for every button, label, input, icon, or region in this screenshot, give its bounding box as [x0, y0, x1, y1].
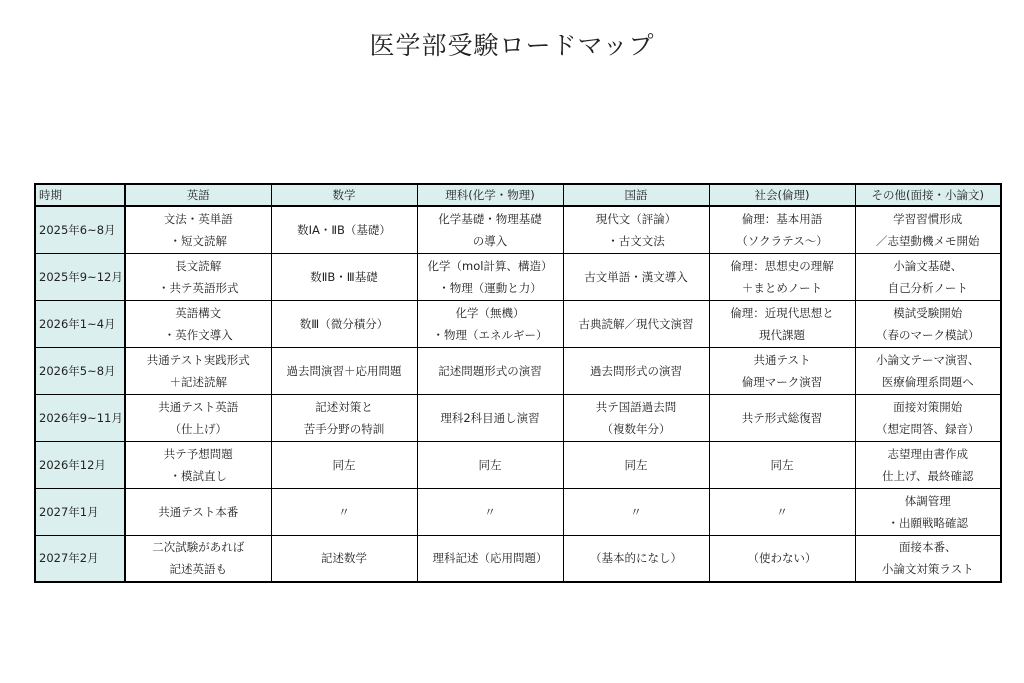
table-cell	[855, 253, 1001, 300]
cell-line: 倫理：基本用語	[741, 211, 823, 226]
cell-line: 小論文対策ラスト	[881, 562, 974, 577]
table-cell	[271, 300, 417, 347]
table-cell	[563, 300, 709, 347]
page-title: 医学部受験ロードマップ	[369, 31, 655, 60]
roadmap-table	[34, 183, 1002, 583]
cell-line: ・英作文導入	[163, 327, 233, 342]
table-row	[35, 300, 1001, 347]
cell-line: 化学（mol計算、構造）	[427, 258, 553, 273]
cell-line: ＋記述読解	[169, 374, 227, 389]
table-cell	[417, 253, 563, 300]
cell-line: 〃	[338, 504, 350, 519]
table-row	[35, 441, 1001, 488]
period-cell: 2026年12月	[35, 441, 125, 488]
cell-line: 理科2科目通し演習	[440, 410, 540, 425]
table-cell	[709, 253, 855, 300]
cell-line: ・共テ英語形式	[158, 280, 239, 295]
table-cell	[417, 394, 563, 441]
table-cell	[417, 300, 563, 347]
cell-line: ・模試直し	[169, 468, 227, 483]
table-cell	[709, 394, 855, 441]
cell-line: 苦手分野の特訓	[303, 421, 385, 436]
cell-line: ・物理（エネルギー）	[432, 327, 548, 342]
cell-line: 〃	[776, 504, 788, 519]
cell-line: 〃	[630, 504, 642, 519]
cell-line: 倫理マーク演習	[741, 374, 823, 389]
table-cell	[417, 535, 563, 582]
cell-line: ・短文読解	[169, 233, 227, 248]
cell-line: 英語構文	[175, 305, 222, 320]
cell-line: 現代文（評論）	[595, 211, 677, 226]
period-cell: 2026年5~8月	[35, 347, 125, 394]
table-cell	[709, 206, 855, 253]
table-cell	[563, 253, 709, 300]
table-row	[35, 253, 1001, 300]
table-cell	[563, 488, 709, 535]
cell-line: ・出願戦略確認	[887, 515, 968, 530]
table-cell	[271, 441, 417, 488]
table-cell	[563, 441, 709, 488]
cell-line: 化学基礎・物理基礎	[438, 211, 542, 226]
period-cell: 2027年1月	[35, 488, 125, 535]
cell-line: 小論文基礎、	[893, 258, 963, 273]
table-cell	[709, 535, 855, 582]
column-header: 英語	[125, 184, 271, 206]
cell-line: の導入	[472, 233, 508, 248]
cell-line: 古典読解／現代文演習	[578, 316, 694, 331]
cell-line: （使わない）	[747, 551, 817, 566]
cell-line: 記述問題形式の演習	[438, 363, 542, 378]
cell-line: 同左	[332, 457, 356, 472]
table-row	[35, 488, 1001, 535]
cell-line: 記述対策と	[315, 399, 373, 414]
table-cell	[125, 488, 271, 535]
table-cell	[709, 441, 855, 488]
table-cell	[271, 394, 417, 441]
period-cell: 2026年1~4月	[35, 300, 125, 347]
table-cell	[271, 253, 417, 300]
cell-line: 記述英語も	[169, 562, 227, 577]
table-cell	[417, 206, 563, 253]
column-header: 社会(倫理)	[709, 184, 855, 206]
table-cell	[855, 488, 1001, 535]
table-cell	[563, 206, 709, 253]
cell-line: （基本的になし）	[590, 551, 682, 566]
period-cell: 2025年6~8月	[35, 206, 125, 253]
column-header: 理科(化学・物理)	[417, 184, 563, 206]
header-row	[35, 184, 1001, 206]
table-cell	[855, 441, 1001, 488]
table-cell	[417, 441, 563, 488]
cell-line: 〃	[484, 504, 496, 519]
period-cell: 2027年2月	[35, 535, 125, 582]
cell-line: 共テ国語過去問	[595, 399, 677, 414]
cell-line: ＋まとめノート	[741, 280, 823, 295]
cell-line: ／志望動機メモ開始	[876, 233, 980, 248]
table-cell	[271, 488, 417, 535]
table-cell	[563, 535, 709, 582]
cell-line: 共テ形式総復習	[741, 410, 823, 425]
cell-line: 理科記述（応用問題）	[432, 551, 548, 566]
cell-line: 面接対策開始	[893, 399, 963, 414]
cell-line: 過去問形式の演習	[590, 363, 682, 378]
cell-line: 共通テスト本番	[158, 504, 239, 519]
table-cell	[709, 488, 855, 535]
table-cell	[563, 394, 709, 441]
cell-line: 志望理由書作成	[887, 446, 968, 461]
cell-line: 仕上げ、最終確認	[881, 468, 974, 483]
table-cell	[417, 488, 563, 535]
cell-line: （春のマーク模試）	[876, 327, 980, 342]
cell-line: 長文読解	[175, 258, 222, 273]
table-row	[35, 394, 1001, 441]
cell-line: 同左	[478, 457, 502, 472]
table-cell	[271, 535, 417, 582]
cell-line: 小論文テーマ演習、	[876, 352, 980, 367]
table-cell	[125, 253, 271, 300]
cell-line: 医療倫理系問題へ	[881, 374, 974, 389]
table-cell	[563, 347, 709, 394]
column-header-period: 時期	[35, 184, 125, 206]
table-row	[35, 206, 1001, 253]
cell-line: 共通テスト	[753, 352, 811, 367]
table-cell	[855, 300, 1001, 347]
cell-line: 学習習慣形成	[893, 211, 963, 226]
cell-line: 共通テスト実践形式	[146, 352, 250, 367]
table-cell	[271, 206, 417, 253]
cell-line: ・物理（運動と力）	[438, 280, 542, 295]
period-cell: 2026年9~11月	[35, 394, 125, 441]
cell-line: （想定問答、録音）	[876, 421, 980, 436]
cell-line: （ソクラテス〜）	[736, 233, 828, 248]
cell-line: 文法・英単語	[163, 211, 233, 226]
cell-line: 数ⅡB・Ⅲ基礎	[310, 269, 378, 284]
cell-line: 二次試験があれば	[152, 540, 245, 555]
table-cell	[125, 206, 271, 253]
cell-line: 化学（無機）	[455, 305, 525, 320]
cell-line: （仕上げ）	[169, 421, 227, 436]
cell-line: 倫理：思想史の理解	[730, 258, 834, 273]
cell-line: （複数年分）	[601, 421, 671, 436]
cell-line: 記述数学	[321, 551, 367, 566]
table-cell	[709, 347, 855, 394]
table-cell	[417, 347, 563, 394]
cell-line: 同左	[624, 457, 648, 472]
cell-line: 体調管理	[904, 493, 951, 508]
cell-line: ・古文文法	[607, 233, 665, 248]
table-cell	[125, 300, 271, 347]
cell-line: 共テ予想問題	[163, 446, 233, 461]
cell-line: 模試受験開始	[893, 305, 963, 320]
table-cell	[855, 206, 1001, 253]
cell-line: 数Ⅲ（微分積分）	[299, 316, 389, 331]
column-header: その他(面接・小論文)	[855, 184, 1001, 206]
table-row	[35, 347, 1001, 394]
cell-line: 数ⅠA・ⅡB（基礎）	[297, 222, 391, 237]
cell-line: 同左	[770, 457, 794, 472]
table-cell	[125, 347, 271, 394]
cell-line: 古文単語・漢文導入	[584, 269, 688, 284]
cell-line: 面接本番、	[899, 540, 957, 555]
cell-line: 自己分析ノート	[887, 280, 968, 295]
cell-line: 過去問演習＋応用問題	[286, 363, 402, 378]
cell-line: 共通テスト英語	[158, 399, 239, 414]
table-cell	[125, 441, 271, 488]
table-cell	[709, 300, 855, 347]
table-cell	[855, 347, 1001, 394]
table-body	[35, 206, 1001, 582]
table-cell	[125, 394, 271, 441]
table-row	[35, 535, 1001, 582]
period-cell: 2025年9~12月	[35, 253, 125, 300]
table-cell	[855, 394, 1001, 441]
cell-line: 現代課題	[759, 327, 805, 342]
cell-line: 倫理：近現代思想と	[730, 305, 834, 320]
column-header: 国語	[563, 184, 709, 206]
table-cell	[271, 347, 417, 394]
table-cell	[125, 535, 271, 582]
table-cell	[855, 535, 1001, 582]
column-header: 数学	[271, 184, 417, 206]
